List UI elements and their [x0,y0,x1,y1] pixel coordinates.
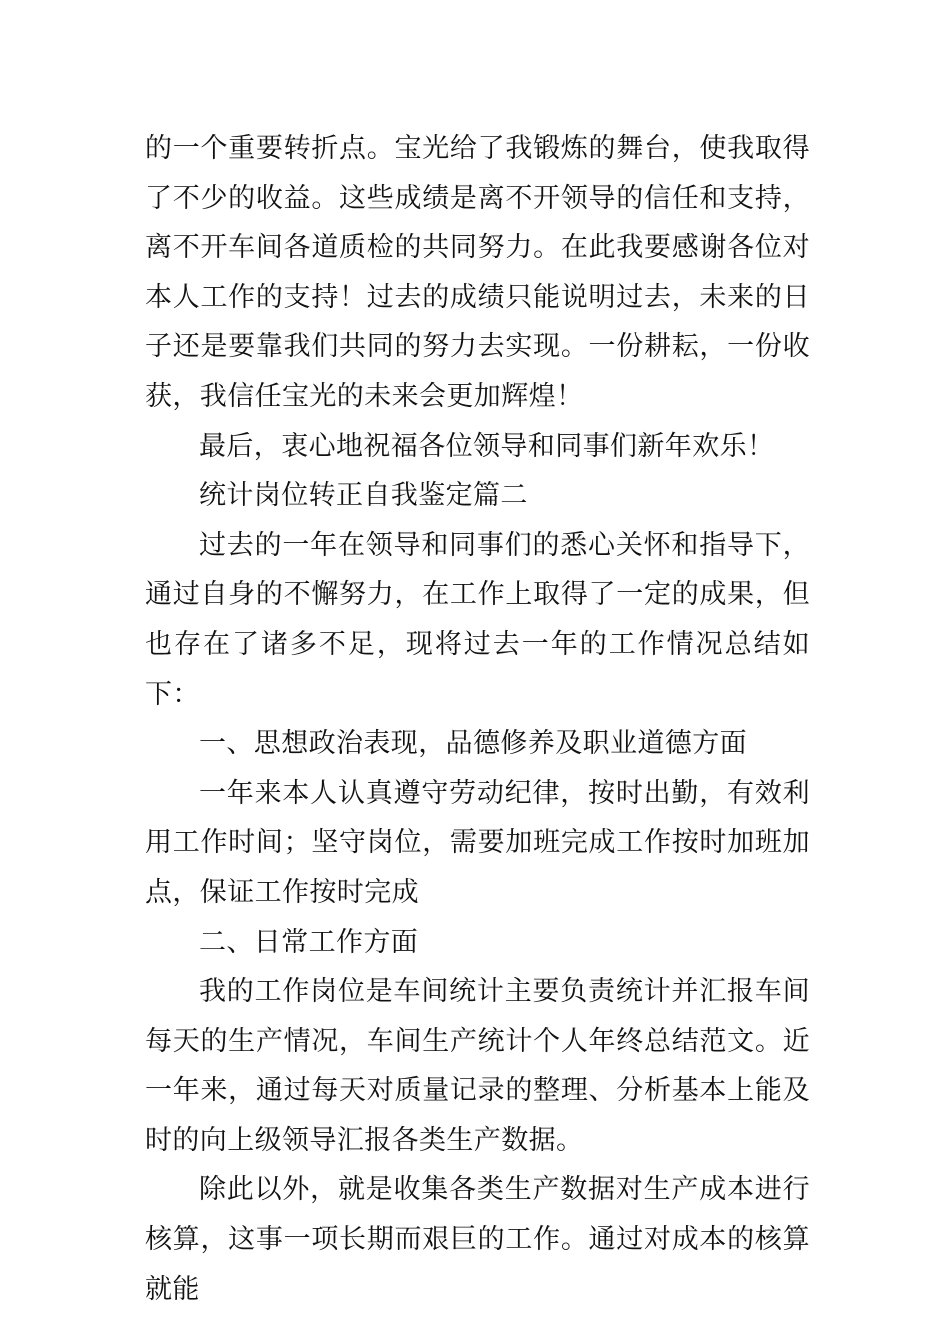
paragraph-discipline: 一年来本人认真遵守劳动纪律，按时出勤，有效利用工作时间；坚守岗位，需要加班完成工作按时加班加点，保证工作按时完成 [145,777,810,908]
section-heading: 统计岗位转正自我鉴定篇二 [199,480,528,512]
paragraph-job-duties: 我的工作岗位是车间统计主要负责统计并汇报车间每天的生产情况，车间生产统计个人年终总结范文。近一年来，通过每天对质量记录的整理、分析基本上能及时的向上级领导汇报各类生产数据。 [145,976,810,1156]
paragraph-cost-accounting: 除此以外，就是收集各类生产数据对生产成本进行核算，这事一项长期而艰巨的工作。通过对成本的核算就能 [145,1174,810,1305]
subheading-daily-work: 二、日常工作方面 [199,926,419,958]
subheading-ideology: 一、思想政治表现，品德修养及职业道德方面 [199,728,747,760]
paragraph-closing-wishes: 最后，衷心地祝福各位领导和同事们新年欢乐！ [199,430,775,462]
paragraph-continuation: 的一个重要转折点。宝光给了我锻炼的舞台，使我取得了不少的收益。这些成绩是离不开领导的信任和支持，离不开车间各道质检的共同努力。在此我要感谢各位对本人工作的支持！过去的成绩只能说明过去，未来的日子还是要靠我们共同的努力去实现。一份耕耘，一份收获，我信任宝光的未来会更加辉煌！ [145,133,810,412]
paragraph-intro: 过去的一年在领导和同事们的悉心关怀和指导下，通过自身的不懈努力，在工作上取得了一定的成果，但也存在了诸多不足，现将过去一年的工作情况总结如下： [145,529,810,710]
document-body [145,124,810,1314]
